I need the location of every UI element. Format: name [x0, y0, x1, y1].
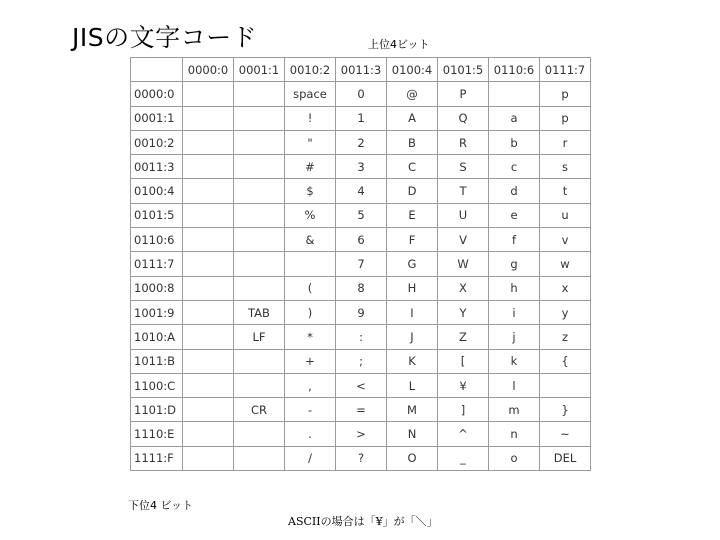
code-cell: i — [489, 300, 540, 324]
row-header: 1111:F — [131, 446, 183, 470]
code-cell — [183, 398, 234, 422]
code-cell: W — [438, 252, 489, 276]
table-row — [131, 325, 591, 349]
table-row — [131, 179, 591, 203]
corner-cell — [131, 58, 183, 82]
code-cell — [183, 373, 234, 397]
code-cell: B — [387, 130, 438, 154]
table-row — [131, 155, 591, 179]
table-row — [131, 373, 591, 397]
column-header: 0011:3 — [336, 58, 387, 82]
code-cell: } — [540, 398, 591, 422]
code-cell: 7 — [336, 252, 387, 276]
lower-bits-label: 下位4 ビット — [128, 499, 194, 512]
table-row — [131, 252, 591, 276]
code-cell: $ — [285, 179, 336, 203]
code-cell: U — [438, 203, 489, 227]
row-header: 1110:E — [131, 422, 183, 446]
code-cell — [540, 373, 591, 397]
table-row — [131, 300, 591, 324]
table-row — [131, 203, 591, 227]
code-cell: 8 — [336, 276, 387, 300]
code-cell: K — [387, 349, 438, 373]
code-cell: ( — [285, 276, 336, 300]
code-cell: V — [438, 228, 489, 252]
code-cell — [234, 106, 285, 130]
code-cell: 4 — [336, 179, 387, 203]
code-cell: p — [540, 82, 591, 106]
column-header: 0101:5 — [438, 58, 489, 82]
code-cell — [183, 155, 234, 179]
code-cell — [183, 179, 234, 203]
column-header: 0100:4 — [387, 58, 438, 82]
code-cell: S — [438, 155, 489, 179]
row-header: 0100:4 — [131, 179, 183, 203]
code-cell — [234, 179, 285, 203]
code-cell: f — [489, 228, 540, 252]
column-header-row — [131, 58, 591, 82]
code-cell: M — [387, 398, 438, 422]
code-cell — [183, 349, 234, 373]
row-header: 0001:1 — [131, 106, 183, 130]
table-row — [131, 276, 591, 300]
code-cell: 2 — [336, 130, 387, 154]
code-cell — [183, 228, 234, 252]
code-cell: < — [336, 373, 387, 397]
column-header: 0110:6 — [489, 58, 540, 82]
code-cell: X — [438, 276, 489, 300]
code-cell — [183, 446, 234, 470]
code-cell: b — [489, 130, 540, 154]
code-cell: p — [540, 106, 591, 130]
code-cell: G — [387, 252, 438, 276]
code-cell — [183, 300, 234, 324]
column-header: 0010:2 — [285, 58, 336, 82]
code-cell: T — [438, 179, 489, 203]
code-cell — [234, 422, 285, 446]
code-cell — [183, 252, 234, 276]
row-header: 0111:7 — [131, 252, 183, 276]
code-cell — [183, 325, 234, 349]
code-cell — [183, 276, 234, 300]
code-cell — [183, 422, 234, 446]
table-row — [131, 349, 591, 373]
column-header: 0001:1 — [234, 58, 285, 82]
code-cell: o — [489, 446, 540, 470]
row-header: 0101:5 — [131, 203, 183, 227]
code-cell: L — [387, 373, 438, 397]
code-cell — [183, 203, 234, 227]
table-body — [131, 82, 591, 471]
code-cell: { — [540, 349, 591, 373]
code-cell: * — [285, 325, 336, 349]
code-cell: = — [336, 398, 387, 422]
code-cell: , — [285, 373, 336, 397]
column-header: 0111:7 — [540, 58, 591, 82]
code-cell: > — [336, 422, 387, 446]
table-row — [131, 82, 591, 106]
code-cell: C — [387, 155, 438, 179]
code-cell: y — [540, 300, 591, 324]
code-cell: & — [285, 228, 336, 252]
code-cell: a — [489, 106, 540, 130]
code-cell — [234, 252, 285, 276]
code-cell: _ — [438, 446, 489, 470]
row-header: 0000:0 — [131, 82, 183, 106]
code-cell: @ — [387, 82, 438, 106]
table-row — [131, 398, 591, 422]
code-cell: space — [285, 82, 336, 106]
code-cell: 1 — [336, 106, 387, 130]
code-cell: % — [285, 203, 336, 227]
code-cell: ] — [438, 398, 489, 422]
code-cell: j — [489, 325, 540, 349]
code-cell — [489, 82, 540, 106]
code-cell: w — [540, 252, 591, 276]
code-cell: ! — [285, 106, 336, 130]
ascii-note: ASCIIの場合は「¥」が「＼」 — [288, 515, 438, 528]
code-cell: l — [489, 373, 540, 397]
code-cell: E — [387, 203, 438, 227]
code-cell: [ — [438, 349, 489, 373]
code-cell: Y — [438, 300, 489, 324]
row-header: 1101:D — [131, 398, 183, 422]
code-cell: ? — [336, 446, 387, 470]
code-cell: Z — [438, 325, 489, 349]
table-row — [131, 106, 591, 130]
row-header: 1100:C — [131, 373, 183, 397]
code-cell: - — [285, 398, 336, 422]
code-cell — [183, 130, 234, 154]
code-cell: " — [285, 130, 336, 154]
code-cell — [234, 155, 285, 179]
code-cell: # — [285, 155, 336, 179]
code-cell: D — [387, 179, 438, 203]
column-header: 0000:0 — [183, 58, 234, 82]
code-cell: c — [489, 155, 540, 179]
code-cell: F — [387, 228, 438, 252]
code-cell: t — [540, 179, 591, 203]
row-header: 0110:6 — [131, 228, 183, 252]
code-cell: 9 — [336, 300, 387, 324]
code-cell: h — [489, 276, 540, 300]
code-cell: x — [540, 276, 591, 300]
code-cell — [234, 446, 285, 470]
code-cell — [234, 82, 285, 106]
code-cell: + — [285, 349, 336, 373]
upper-bits-label: 上位4ビット — [368, 38, 430, 51]
code-cell: . — [285, 422, 336, 446]
code-cell: O — [387, 446, 438, 470]
code-cell: H — [387, 276, 438, 300]
code-cell: LF — [234, 325, 285, 349]
code-cell: 0 — [336, 82, 387, 106]
row-header: 0011:3 — [131, 155, 183, 179]
code-cell — [234, 130, 285, 154]
code-cell: CR — [234, 398, 285, 422]
code-cell: : — [336, 325, 387, 349]
code-cell: e — [489, 203, 540, 227]
table-row — [131, 446, 591, 470]
code-cell: J — [387, 325, 438, 349]
code-cell: I — [387, 300, 438, 324]
code-cell: 3 — [336, 155, 387, 179]
code-cell — [183, 82, 234, 106]
code-cell: ; — [336, 349, 387, 373]
code-cell: ^ — [438, 422, 489, 446]
code-cell: R — [438, 130, 489, 154]
row-header: 0010:2 — [131, 130, 183, 154]
code-cell: N — [387, 422, 438, 446]
code-cell: g — [489, 252, 540, 276]
code-cell: 5 — [336, 203, 387, 227]
row-header: 1011:B — [131, 349, 183, 373]
code-cell: DEL — [540, 446, 591, 470]
code-cell: n — [489, 422, 540, 446]
row-header: 1000:8 — [131, 276, 183, 300]
code-cell: k — [489, 349, 540, 373]
code-cell — [234, 276, 285, 300]
table-row — [131, 422, 591, 446]
code-cell: d — [489, 179, 540, 203]
code-cell: ~ — [540, 422, 591, 446]
code-cell: ) — [285, 300, 336, 324]
table-row — [131, 130, 591, 154]
code-cell: / — [285, 446, 336, 470]
code-cell: A — [387, 106, 438, 130]
code-cell — [234, 203, 285, 227]
table-row — [131, 228, 591, 252]
code-cell — [234, 373, 285, 397]
code-cell: TAB — [234, 300, 285, 324]
code-cell: Q — [438, 106, 489, 130]
code-cell: P — [438, 82, 489, 106]
code-cell — [234, 349, 285, 373]
code-cell: u — [540, 203, 591, 227]
code-cell: ¥ — [438, 373, 489, 397]
code-cell: v — [540, 228, 591, 252]
code-cell — [285, 252, 336, 276]
code-cell: 6 — [336, 228, 387, 252]
code-cell: m — [489, 398, 540, 422]
code-cell — [234, 228, 285, 252]
row-header: 1010:A — [131, 325, 183, 349]
jis-code-table — [130, 57, 591, 471]
slide-title: JISの文字コード — [72, 23, 258, 52]
code-cell: s — [540, 155, 591, 179]
code-cell: z — [540, 325, 591, 349]
row-header: 1001:9 — [131, 300, 183, 324]
code-cell: r — [540, 130, 591, 154]
code-cell — [183, 106, 234, 130]
